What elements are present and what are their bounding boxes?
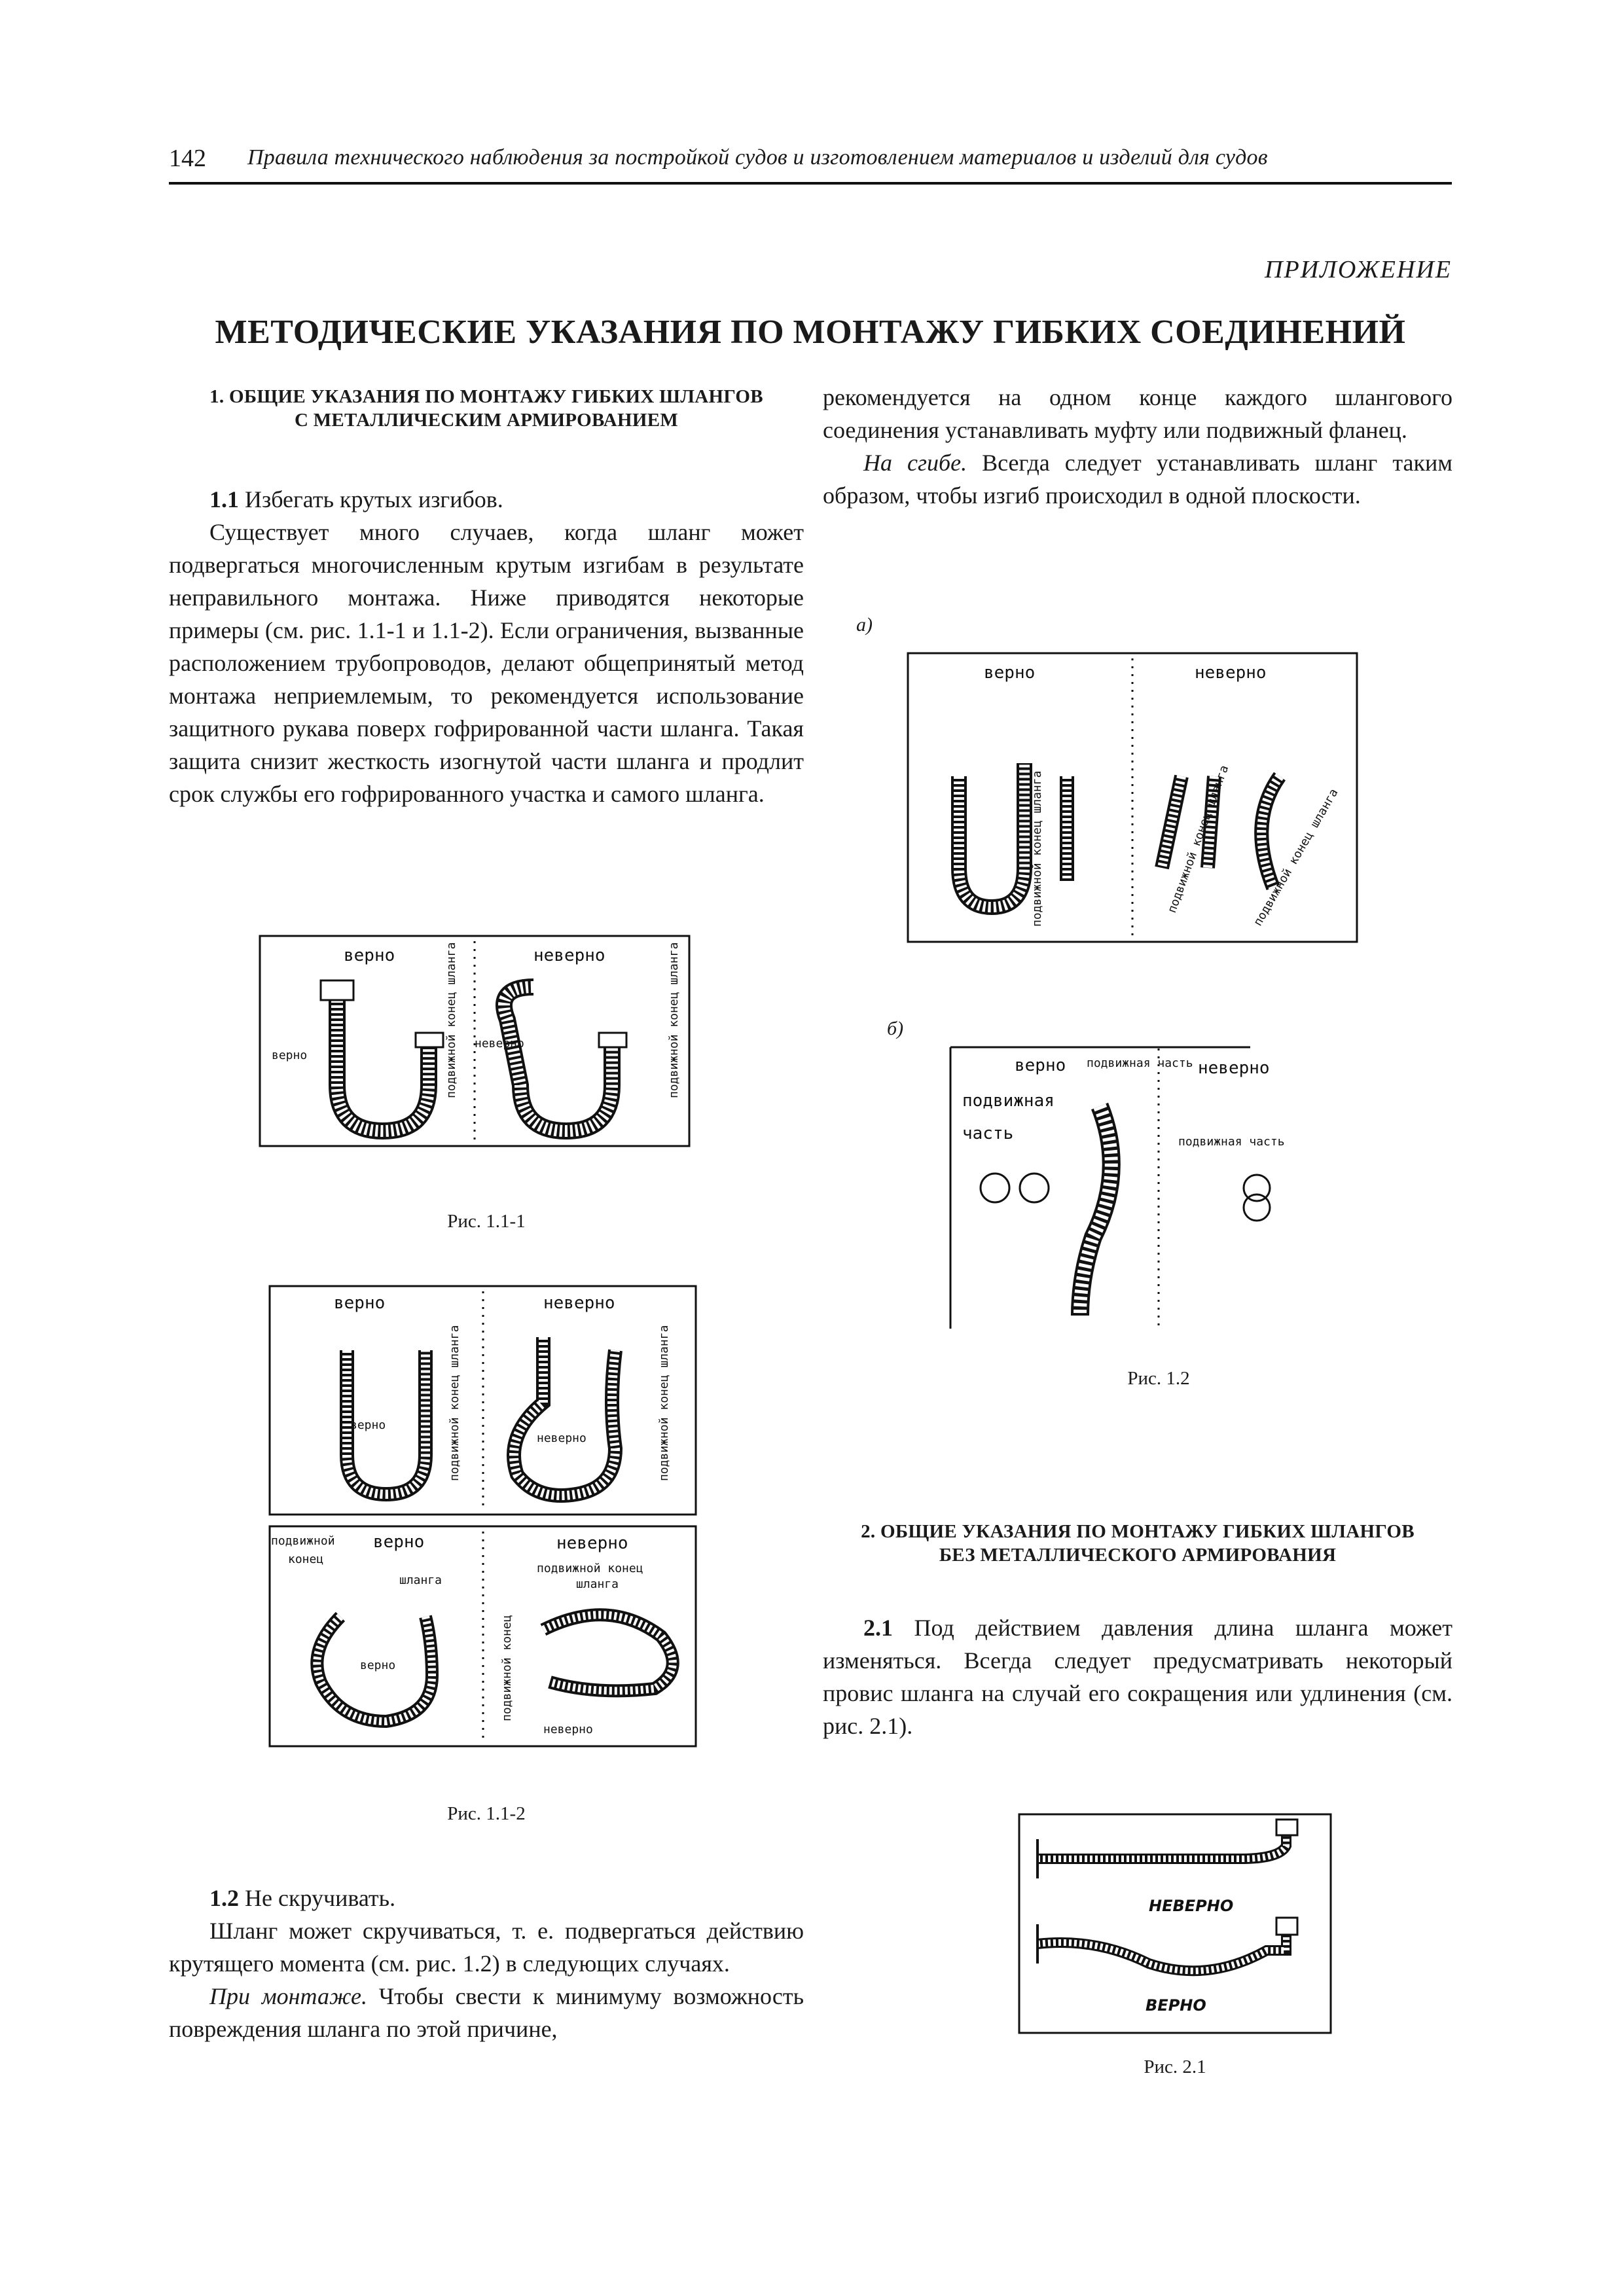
paragraph-bend-text: Всегда следует устанавливать шланг таким образом, чтобы изгиб происходил в одной плоскости. <box>823 450 1453 509</box>
fig112b-correct-small: верно <box>360 1659 396 1672</box>
appendix-label: ПРИЛОЖЕНИЕ <box>1265 256 1452 283</box>
fig12b-movable-line1: подвижная <box>962 1091 1055 1111</box>
section-2-body <box>823 1611 1453 1742</box>
figure-1-1-1 <box>259 935 691 1147</box>
item-1-2-number: 1.2 <box>209 1885 239 1911</box>
fig12a-movable-right: подвижной конец шланга <box>1251 786 1341 929</box>
section-2-heading <box>823 1520 1453 1567</box>
paragraph-1-1: Существует много случаев, когда шланг может подвергаться многочисленным крутым изгибам в результате неправильного монтажа. Ниже приводятся некоторые примеры (см. рис. 1.1-1 и 1.1-2). Если ограничения, вызванные расположением трубопроводов, делают общепринятый метод монтажа неприемлемым, то рекомендуется использование защитного рукава поверх гофрированной части шланга. Такая защита снизит жесткость изогнутой части шланга и продлит срок службы его гофрированного участка и самого шланга. <box>169 519 804 807</box>
fig12b-movable-part-right: подвижная часть <box>1178 1135 1285 1149</box>
fig112b-incorrect-label: неверно <box>556 1534 628 1553</box>
fig12a-correct-label: верно <box>984 663 1036 683</box>
figure-1-1-2-top <box>268 1285 697 1516</box>
figure-2-1-drawing <box>1018 1813 1332 2034</box>
fig111-incorrect-small: неверно <box>475 1037 524 1050</box>
fig111-correct-label: верно <box>344 946 395 965</box>
section-1-heading-line1: 1. ОБЩИЕ УКАЗАНИЯ ПО МОНТАЖУ ГИБКИХ ШЛАНГОВ <box>209 386 763 407</box>
paragraph-bend-lead: На сгибе. <box>863 450 967 476</box>
fig112a-correct-label: верно <box>334 1293 386 1313</box>
fig112b-movable-vertical: подвижной конец <box>500 1615 514 1721</box>
fig112b-of-hose-label: шланга <box>576 1577 619 1591</box>
fig112b-movable-end-label: подвижной конец <box>537 1562 643 1575</box>
figure-1-2-b <box>949 1041 1368 1329</box>
item-2-1-text: Под действием давления длина шланга может изменяться. Всегда следует предусматривать некоторый провис шланга на случай его сокращения или удлинения (см. рис. 2.1). <box>823 1615 1453 1739</box>
item-2-1-number: 2.1 <box>863 1615 893 1641</box>
right-column-top <box>823 381 1453 512</box>
fig111-correct-small: верно <box>272 1049 308 1062</box>
fig21-incorrect-label: НЕВЕРНО <box>1149 1897 1234 1915</box>
subfigure-b-label: б) <box>887 1018 904 1039</box>
paragraph-mount-continued: рекомендуется на одном конце каждого шлангового соединения устанавливать муфту или подвижный фланец. <box>823 384 1453 443</box>
fig112a-incorrect-label: неверно <box>543 1293 615 1313</box>
figure-1-2-a-drawing <box>907 652 1358 943</box>
fig112a-correct-small: верно <box>350 1418 386 1432</box>
figure-1-1-2-bottom <box>268 1525 697 1748</box>
fig12b-incorrect-label: неверно <box>1198 1058 1270 1078</box>
section-1-body <box>169 483 804 810</box>
item-1-2-title: Не скручивать. <box>245 1885 396 1911</box>
item-2-1 <box>823 1611 1453 1742</box>
item-1-2 <box>169 1882 804 1914</box>
section-2-heading-line2: БЕЗ МЕТАЛЛИЧЕСКОГО АРМИРОВАНИЯ <box>939 1545 1337 1566</box>
fig112a-movable-right: подвижной конец шланга <box>657 1325 671 1481</box>
figure-1-2-b-drawing <box>949 1041 1368 1329</box>
fig112b-incorrect-small: неверно <box>543 1723 593 1736</box>
fig112b-movable-label: подвижной <box>271 1534 335 1548</box>
fig111-incorrect-label: неверно <box>533 946 605 965</box>
main-title: МЕТОДИЧЕСКИЕ УКАЗАНИЯ ПО МОНТАЖУ ГИБКИХ СОЕДИНЕНИЙ <box>215 314 1406 351</box>
paragraph-1-2: Шланг может скручиваться, т. е. подвергаться действию крутящего момента (см. рис. 1.2) в следующих случаях. <box>169 1918 804 1977</box>
paragraph-mount-text: Чтобы свести к минимуму возможность повреждения шланга по этой причине, <box>169 1983 804 2042</box>
fig112b-correct-label: верно <box>373 1532 425 1552</box>
page-number: 142 <box>169 145 206 172</box>
caption-fig-1-1-1: Рис. 1.1-1 <box>447 1211 526 1232</box>
figure-1-1-2-top-drawing <box>268 1285 697 1516</box>
running-header <box>169 143 1452 185</box>
section-1-heading <box>169 385 804 432</box>
fig12a-movable-mid: подвижной конец шланга <box>1164 763 1232 915</box>
section-2-heading-line1: 2. ОБЩИЕ УКАЗАНИЯ ПО МОНТАЖУ ГИБКИХ ШЛАНГОВ <box>861 1521 1415 1542</box>
fig12a-incorrect-label: неверно <box>1195 663 1267 683</box>
subfigure-a-label: а) <box>856 614 873 636</box>
fig111-movable-left: подвижной конец шланга <box>444 942 458 1098</box>
fig12b-movable-part-top: подвижная часть <box>1087 1056 1193 1070</box>
fig12a-movable-left: подвижной конец шланга <box>1030 770 1044 927</box>
paragraph-mount-lead: При монтаже. <box>209 1983 367 2009</box>
figure-1-1-2-bottom-drawing <box>268 1525 697 1748</box>
paragraph-mount <box>169 1980 804 2045</box>
section-1-2-body <box>169 1882 804 2045</box>
figure-2-1 <box>1018 1813 1332 2034</box>
item-1-1-number: 1.1 <box>209 486 239 512</box>
fig12b-movable-line2: часть <box>962 1124 1014 1143</box>
item-1-1 <box>169 483 804 516</box>
fig112a-incorrect-small: неверно <box>537 1431 586 1445</box>
fig112b-end-label: конец <box>288 1552 324 1566</box>
fig111-movable-right: подвижной конец шланга <box>667 942 681 1098</box>
caption-fig-1-1-2: Рис. 1.1-2 <box>447 1803 526 1824</box>
figure-1-1-1-drawing <box>259 935 691 1147</box>
paragraph-bend <box>823 446 1453 512</box>
fig21-correct-label: ВЕРНО <box>1146 1996 1206 2015</box>
figure-1-2-a <box>907 652 1358 943</box>
caption-fig-1-2: Рис. 1.2 <box>1127 1368 1190 1389</box>
item-1-1-title: Избегать крутых изгибов. <box>245 486 503 512</box>
fig112b-hose-label: шланга <box>399 1573 442 1587</box>
fig12b-correct-label: верно <box>1015 1056 1066 1075</box>
caption-fig-2-1: Рис. 2.1 <box>1144 2056 1206 2077</box>
fig112a-movable-left: подвижной конец шланга <box>448 1325 461 1481</box>
section-1-heading-line2: С МЕТАЛЛИЧЕСКИМ АРМИРОВАНИЕМ <box>294 410 679 431</box>
running-title: Правила технического наблюдения за постройкой судов и изготовлением материалов и изделий для судов <box>247 145 1268 170</box>
